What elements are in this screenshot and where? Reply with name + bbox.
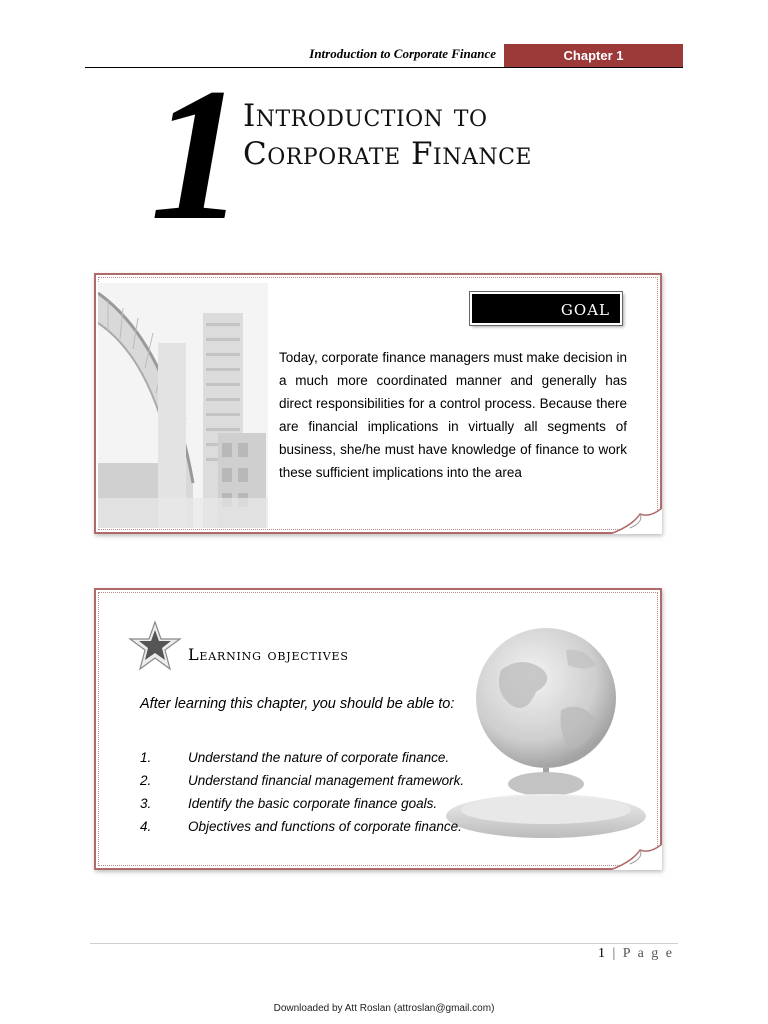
page-label: | P a g e xyxy=(612,946,674,961)
chapter-title-line1: Introduction to xyxy=(243,98,488,134)
chapter-tab: Chapter 1 xyxy=(504,44,683,67)
list-item xyxy=(140,792,464,815)
page-number xyxy=(560,946,674,962)
learning-objectives-intro: After learning this chapter, you should be able to: xyxy=(140,696,455,712)
chapter-title-line2: Corporate Finance xyxy=(243,136,532,172)
list-item-text: Identify the basic corporate finance goals. xyxy=(188,796,438,811)
list-item-number: 4. xyxy=(140,819,152,834)
chapter-title xyxy=(243,97,532,173)
star-icon xyxy=(128,620,182,672)
page-curl-decoration xyxy=(610,508,662,534)
list-item-text: Objectives and functions of corporate finance. xyxy=(188,819,462,834)
list-item-number: 1. xyxy=(140,750,152,765)
list-item-number: 2. xyxy=(140,773,152,788)
learning-objectives-card xyxy=(94,588,662,870)
page-curl-decoration xyxy=(610,844,662,870)
list-item xyxy=(140,746,464,769)
globe-image xyxy=(446,620,656,840)
list-item xyxy=(140,815,464,838)
goal-label: GOAL xyxy=(470,292,622,325)
goal-paragraph: Today, corporate finance managers must make decision in a much more coordinated manner and generally has direct responsibilities for a control process. Because there are financial implications in virtually all segments of business, she/he must have knowledge of finance to work these sufficient implications into the area xyxy=(279,350,627,480)
building-image xyxy=(98,283,268,528)
page-number-value: 1 xyxy=(598,946,607,961)
list-item-text: Understand financial management framework. xyxy=(188,773,465,788)
running-header-title: Introduction to Corporate Finance xyxy=(309,46,496,61)
list-item xyxy=(140,769,464,792)
chapter-number: 1 xyxy=(150,50,239,260)
learning-objectives-title: Learning objectives xyxy=(188,645,349,664)
footer-divider xyxy=(90,943,678,944)
list-item-text: Understand the nature of corporate finance. xyxy=(188,750,450,765)
download-note: Downloaded by Att Roslan (attroslan@gmail.com) xyxy=(273,1003,495,1014)
objectives-list xyxy=(140,746,464,838)
list-item-number: 3. xyxy=(140,796,152,811)
goal-card xyxy=(94,273,662,534)
